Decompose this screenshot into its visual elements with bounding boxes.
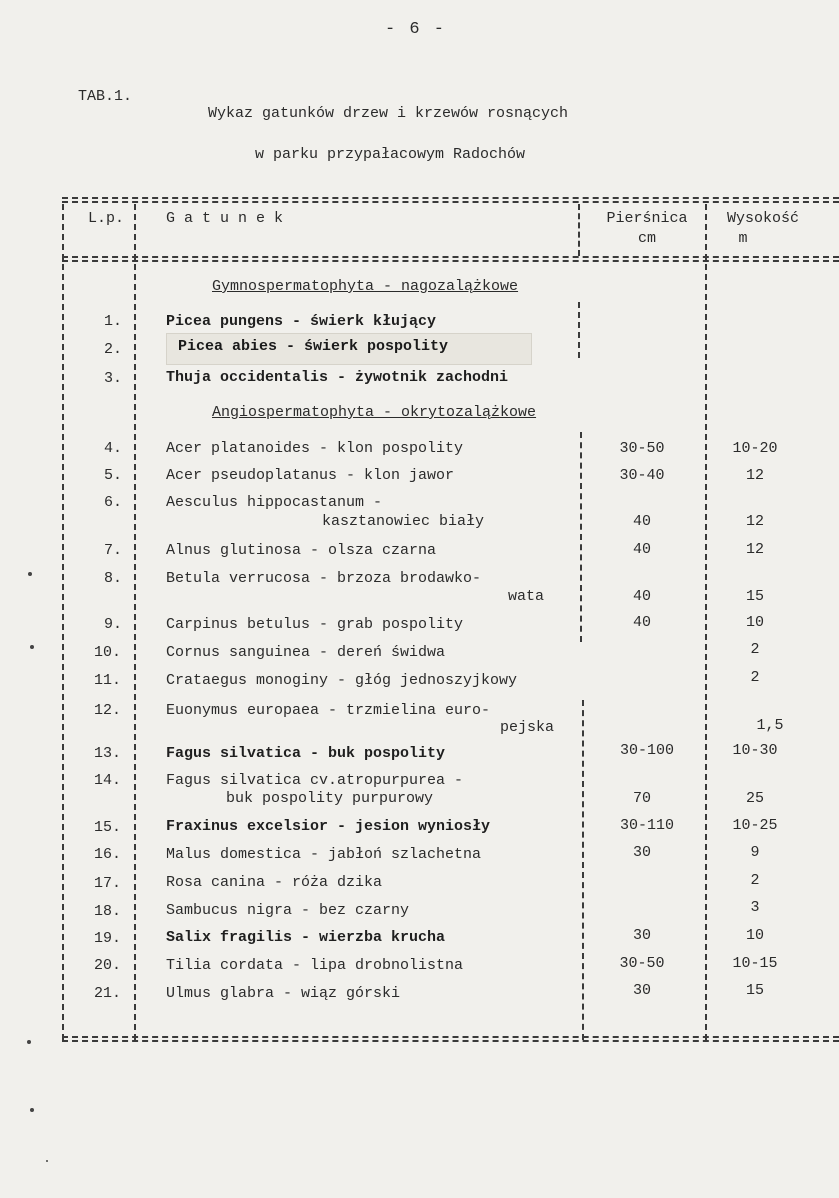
height-column-divider — [705, 204, 707, 1040]
row-12-species: Euonymus europaea - trzmielina euro- — [166, 702, 491, 719]
row-9-height: 10 — [745, 614, 764, 631]
row-15-diameter: 30-110 — [619, 817, 674, 834]
row-5-height: 12 — [745, 467, 764, 484]
row-2-species: Picea abies - świerk pospolity — [178, 338, 449, 355]
row-14-species: Fagus silvatica cv.atropurpurea - — [166, 772, 464, 789]
row-9-species: Carpinus betulus - grab pospolity — [166, 616, 464, 633]
row-17-lp: 17. — [94, 875, 122, 892]
species-column-divider-angio — [580, 432, 582, 642]
margin-speck — [30, 645, 34, 649]
row-14-diameter: 70 — [632, 790, 651, 807]
row-8-height: 15 — [745, 588, 764, 605]
header-bottom-rule — [62, 256, 839, 258]
row-21-species: Ulmus glabra - wiąz górski — [166, 985, 401, 1002]
row-3-species: Thuja occidentalis - żywotnik zachodni — [166, 369, 509, 386]
row-10-height: 2 — [750, 641, 760, 658]
section-angiosperms: Angiospermatophyta - okrytozalążkowe — [212, 404, 537, 421]
row-7-height: 12 — [745, 541, 764, 558]
table-left-border — [62, 204, 64, 1040]
row-8-diameter: 40 — [632, 588, 651, 605]
row-7-diameter: 40 — [632, 541, 651, 558]
table-bottom-rule-2 — [62, 1040, 839, 1042]
row-8-species: Betula verrucosa - brzoza brodawko- — [166, 570, 482, 587]
row-13-diameter: 30-100 — [619, 742, 674, 759]
row-19-lp: 19. — [94, 930, 122, 947]
row-15-height: 10-25 — [732, 817, 778, 834]
table-bottom-rule — [62, 1036, 839, 1038]
row-16-lp: 16. — [94, 846, 122, 863]
table-label: TAB.1. — [78, 88, 133, 105]
row-21-height: 15 — [745, 982, 764, 999]
row-21-diameter: 30 — [632, 982, 651, 999]
row-14-height: 25 — [745, 790, 764, 807]
margin-speck — [27, 1040, 31, 1044]
row-6-species: Aesculus hippocastanum - — [166, 494, 383, 511]
row-8-species-cont: wata — [508, 588, 545, 605]
row-20-height: 10-15 — [732, 955, 778, 972]
row-17-species: Rosa canina - róża dzika — [166, 874, 383, 891]
table-top-rule-2 — [62, 201, 839, 203]
row-1-lp: 1. — [104, 313, 123, 330]
lp-column-divider — [134, 204, 136, 1040]
row-19-diameter: 30 — [632, 927, 651, 944]
row-10-species: Cornus sanguinea - dereń świdwa — [166, 644, 446, 661]
row-20-lp: 20. — [94, 957, 122, 974]
row-13-height: 10-30 — [732, 742, 778, 759]
margin-speck — [30, 1108, 34, 1112]
table-title-line1: Wykaz gatunków drzew i krzewów rosnących — [208, 105, 569, 122]
row-6-height: 12 — [745, 513, 764, 530]
row-11-lp: 11. — [94, 672, 122, 689]
page-number: - 6 - — [385, 20, 447, 39]
row-6-diameter: 40 — [632, 513, 651, 530]
row-15-species: Fraxinus excelsior - jesion wyniosły — [166, 818, 491, 835]
margin-speck — [46, 1160, 48, 1162]
row-20-species: Tilia cordata - lipa drobnolistna — [166, 957, 464, 974]
row-4-species: Acer platanoides - klon pospolity — [166, 440, 464, 457]
margin-speck — [28, 572, 32, 576]
row-18-height: 3 — [750, 899, 760, 916]
row-17-height: 2 — [750, 872, 760, 889]
row-5-lp: 5. — [104, 467, 123, 484]
row-11-height: 2 — [750, 669, 760, 686]
row-14-lp: 14. — [94, 772, 122, 789]
row-5-diameter: 30-40 — [619, 467, 665, 484]
row-7-species: Alnus glutinosa - olsza czarna — [166, 542, 437, 559]
header-bottom-rule-2 — [62, 260, 839, 262]
header-diameter: Pierśnica — [606, 210, 688, 227]
header-diameter-unit: cm — [637, 230, 656, 247]
section-gymnosperms: Gymnospermatophyta - nagozalążkowe — [212, 278, 519, 295]
row-12-species-cont: pejska — [500, 719, 555, 736]
row-12-lp: 12. — [94, 702, 122, 719]
row-19-species: Salix fragilis - wierzba krucha — [166, 929, 446, 946]
row-9-lp: 9. — [104, 616, 123, 633]
species-column-divider-lower — [582, 700, 584, 1040]
row-6-species-cont: kasztanowiec biały — [322, 513, 485, 530]
row-15-lp: 15. — [94, 819, 122, 836]
row-4-diameter: 30-50 — [619, 440, 665, 457]
row-20-diameter: 30-50 — [619, 955, 665, 972]
row-21-lp: 21. — [94, 985, 122, 1002]
row-2-lp: 2. — [104, 341, 123, 358]
row-10-lp: 10. — [94, 644, 122, 661]
header-species: G a t u n e k — [166, 210, 284, 227]
row-4-lp: 4. — [104, 440, 123, 457]
row-13-lp: 13. — [94, 745, 122, 762]
row-16-species: Malus domestica - jabłoń szlachetna — [166, 846, 482, 863]
header-lp: L.p. — [88, 210, 125, 227]
row-18-species: Sambucus nigra - bez czarny — [166, 902, 410, 919]
row-19-height: 10 — [745, 927, 764, 944]
header-height-unit: m — [738, 230, 748, 247]
species-column-divider-header — [578, 204, 580, 256]
row-9-diameter: 40 — [632, 614, 651, 631]
header-height: Wysokość — [726, 210, 799, 227]
row-3-lp: 3. — [104, 370, 123, 387]
row-11-species: Crataegus monoginy - głóg jednoszyjkowy — [166, 672, 518, 689]
row-4-height: 10-20 — [732, 440, 778, 457]
row-1-species: Picea pungens - świerk kłujący — [166, 313, 437, 330]
row-7-lp: 7. — [104, 542, 123, 559]
table-top-rule — [62, 197, 839, 199]
row-8-lp: 8. — [104, 570, 123, 587]
table-title-line2: w parku przypałacowym Radochów — [255, 146, 526, 163]
row-12-height: 1,5 — [756, 717, 784, 734]
row-5-species: Acer pseudoplatanus - klon jawor — [166, 467, 455, 484]
row-14-species-cont: buk pospolity purpurowy — [226, 790, 434, 807]
row-18-lp: 18. — [94, 903, 122, 920]
row-16-diameter: 30 — [632, 844, 651, 861]
species-column-divider-gymno — [578, 302, 580, 358]
row-6-lp: 6. — [104, 494, 123, 511]
row-13-species: Fagus silvatica - buk pospolity — [166, 745, 446, 762]
row-16-height: 9 — [750, 844, 760, 861]
